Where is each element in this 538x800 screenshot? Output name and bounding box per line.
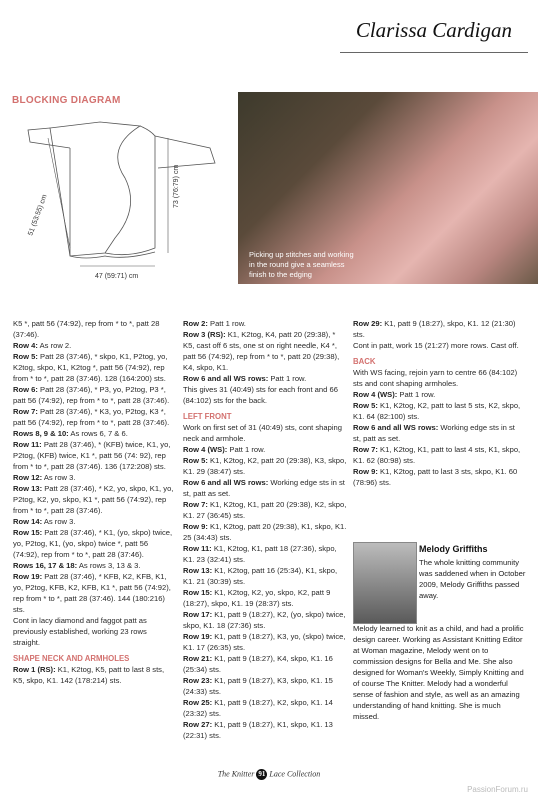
row-label: Row 9:: [183, 522, 208, 531]
row-label: Row 5:: [13, 352, 38, 361]
row-text: Work on first set of 31 (40:49) sts, cont shaping neck and armhole.: [183, 423, 342, 443]
pattern-row: [183, 565, 348, 587]
row-text: K1, patt 9 (18:27), K4, skpo, K1. 16 (25:34) sts.: [183, 654, 333, 674]
pattern-row: [353, 466, 525, 488]
row-text: Patt 28 (37:46), * KFB, K2, KFB, K1, yo, P2tog, KFB, K2, KFB, K1 *, patt 56 (74:92), rep from * to *, patt 28 (37:46). 144 (180:216) sts.: [13, 572, 171, 614]
row-label: Row 29:: [353, 319, 383, 328]
row-label: Row 25:: [183, 698, 213, 707]
photo-caption: Picking up stitches and working in the round give a seamless finish to the edging: [249, 250, 354, 279]
row-text: Patt 28 (37:46), * skpo, K1, P2tog, yo, K2tog, skpo, K1, K2tog *, patt 56 (74:92), rep from * to *, patt 28 (37:46). 128 (164:200) sts.: [13, 352, 168, 383]
row-label: Row 19:: [183, 632, 213, 641]
row-label: Row 11:: [13, 440, 42, 449]
row-text: Patt 1 row.: [268, 374, 307, 383]
page-number: 91: [258, 770, 266, 778]
pattern-row: [183, 697, 348, 719]
shape-heading: SHAPE NECK AND ARMHOLES: [13, 654, 130, 663]
row-label: Row 7:: [13, 407, 38, 416]
pattern-row: [353, 340, 525, 351]
left-front-heading: LEFT FRONT: [183, 412, 232, 421]
row-label: Row 12:: [13, 473, 43, 482]
row-label: Rows 8, 9 & 10:: [13, 429, 69, 438]
bio-text-full: Melody learned to knit as a child, and had a prolific design career. Working as Assistant Knitting Editor at Woman magazine, Melody went on to commission designs for Bella and Me. She also designed for Woman's Weekly, Simply Knitting and of course The Knitter. Melody had a wonderful sense of fashion and style, as well as an amazing understanding of hand knitting. She is much missed.: [353, 624, 524, 721]
row-label: Row 4 (WS):: [353, 390, 398, 399]
pattern-row: [353, 389, 525, 400]
row-text: K1, patt 9 (18:27), K3, skpo, K1. 15 (24:33) sts.: [183, 676, 333, 696]
row-label: Row 6:: [13, 385, 38, 394]
row-text: Cont in patt, work 15 (21:27) more rows. Cast off.: [353, 341, 519, 350]
footer-collection: Lace Collection: [269, 769, 321, 779]
row-text: K1, K2tog, K1, patt 20 (29:38), K2, skpo, K1. 27 (36:45) sts.: [183, 500, 347, 520]
pattern-row: [353, 318, 525, 340]
row-text: K1, K2tog, K1, patt to last 4 sts, K1, skpo, K1. 62 (80:98) sts.: [353, 445, 521, 465]
page-title: Clarissa Cardigan: [355, 18, 512, 42]
row-text: K1, K2tog, K2, patt to last 5 sts, K2, skpo, K1. 64 (82:100) sts.: [353, 401, 521, 421]
pattern-row: [183, 444, 348, 455]
row-label: Row 21:: [183, 654, 213, 663]
row-text: Patt 28 (37:46), * K2, yo, skpo, K1, yo, P2tog, K2, yo, skpo, K1 *, patt 56 (74:92), rep from * to *, patt 28 (37:46).: [13, 484, 174, 515]
watermark: PassionForum.ru: [467, 785, 528, 794]
footer-magazine: The Knitter: [217, 769, 255, 779]
row-label: Row 19:: [13, 572, 43, 581]
pattern-row: [13, 560, 175, 571]
row-label: Row 6 and all WS rows:: [183, 478, 269, 487]
column-1: [13, 318, 175, 686]
pattern-row: [13, 406, 175, 428]
row-label: Row 7:: [183, 500, 208, 509]
back-heading: BACK: [353, 357, 376, 366]
pattern-row: [13, 428, 175, 439]
row-text: Patt 1 row.: [207, 319, 246, 328]
bio-name: Melody Griffiths: [419, 544, 488, 554]
row-label: Row 15:: [183, 588, 213, 597]
pattern-row: [183, 675, 348, 697]
row-text: K1, K2tog, K2, yo, skpo, K2, patt 9 (18:27), skpo, K1. 19 (28:37) sts.: [183, 588, 331, 608]
row-label: Row 27:: [183, 720, 213, 729]
row-text: Patt 1 row.: [397, 390, 436, 399]
pattern-row: [183, 499, 348, 521]
row-label: Row 6 and all WS rows:: [353, 423, 439, 432]
row-text: K5 *, patt 56 (74:92), rep from * to *, patt 28 (37:46).: [13, 319, 160, 339]
pattern-row: [13, 483, 175, 516]
author-photo: [353, 542, 417, 624]
column-2: [183, 318, 348, 741]
row-label: Row 13:: [13, 484, 43, 493]
dim-height: 73 (76:79) cm: [173, 164, 180, 208]
garment-photo: [238, 92, 538, 284]
row-text: K1, K2tog, K4, patt 20 (29:38), * K5, cast off 6 sts, one st on right needle, K4 *, patt 56 (74:92), rep from * to *, patt 20 (29:38), K4, skpo, K1.: [183, 330, 340, 372]
pattern-row: [183, 543, 348, 565]
row-text: K1, patt 9 (18:27), K2, (yo, skpo) twice, skpo, K1. 18 (27:36) sts.: [183, 610, 346, 630]
pattern-row: [183, 318, 348, 329]
page-footer: [0, 769, 538, 780]
row-label: Row 15:: [13, 528, 43, 537]
row-text: With WS facing, rejoin yarn to centre 66 (84:102) sts and cont shaping armholes.: [353, 368, 518, 388]
row-text: Patt 28 (37:46), * P3, yo, P2tog, P3 *, patt 56 (74:92), rep from * to *, patt 28 (37:46).: [13, 385, 170, 405]
pattern-row: [183, 373, 348, 384]
row-text: K1, K2tog, K2, patt 20 (29:38), K3, skpo, K1. 29 (38:47) sts.: [183, 456, 347, 476]
pattern-row: [13, 351, 175, 384]
row-text: K1, K2tog, K5, patt to last 8 sts, K5, skpo, K1. 142 (178:214) sts.: [13, 665, 165, 685]
pattern-row: [13, 527, 175, 560]
row-text: As rows 3, 13 & 3.: [77, 561, 141, 570]
pattern-row: [13, 516, 175, 527]
row-text: As rows 6, 7 & 6.: [68, 429, 128, 438]
pattern-row: [183, 477, 348, 499]
pattern-row: [13, 615, 175, 648]
row-text: K1, K2tog, patt to last 3 sts, skpo, K1. 60 (78:96) sts.: [353, 467, 518, 487]
row-label: Row 9:: [353, 467, 378, 476]
row-label: Row 6 and all WS rows:: [183, 374, 269, 383]
row-text: Patt 28 (37:46), * K1, (yo, skpo) twice, yo, P2tog, K1, (yo, skpo) twice *, patt 56 (74:92), rep from * to *, patt 28 (37:46).: [13, 528, 173, 559]
row-text: K1, K2tog, patt 20 (29:38), K1, skpo, K1. 25 (34:43) sts.: [183, 522, 347, 542]
pattern-row: [183, 609, 348, 631]
pattern-row: [13, 439, 175, 472]
pattern-row: [13, 571, 175, 615]
pattern-row: [183, 455, 348, 477]
row-text: K1, patt 9 (18:27), K1, skpo, K1. 13 (22:31) sts.: [183, 720, 333, 740]
row-label: Row 5:: [183, 456, 208, 465]
blocking-heading: BLOCKING DIAGRAM: [12, 95, 121, 106]
row-text: Patt 1 row.: [227, 445, 266, 454]
row-text: As row 3.: [42, 473, 76, 482]
row-label: Row 13:: [183, 566, 213, 575]
row-label: Rows 16, 17 & 18:: [13, 561, 78, 570]
pattern-row: [183, 521, 348, 543]
pattern-row: [183, 587, 348, 609]
row-label: Row 7:: [353, 445, 378, 454]
row-label: Row 2:: [183, 319, 208, 328]
row-text: K1, patt 9 (18:27), K2, skpo, K1. 14 (23:32) sts.: [183, 698, 333, 718]
bio-text-side: The whole knitting community was saddened when in October 2009, Melody Griffiths passed away.: [419, 558, 526, 600]
title-rule: [340, 52, 528, 53]
pattern-row: [183, 329, 348, 373]
pattern-row: [13, 318, 175, 340]
row-label: Row 3 (RS):: [183, 330, 226, 339]
row-text: K1, K2tog, K1, patt 18 (27:36), skpo, K1. 23 (32:41) sts.: [183, 544, 337, 564]
row-label: Row 1 (RS):: [13, 665, 56, 674]
pattern-row: [13, 472, 175, 483]
row-label: Row 4 (WS):: [183, 445, 228, 454]
dim-diag: 51 (53:55) cm: [27, 193, 49, 237]
row-label: Row 11:: [183, 544, 212, 553]
row-text: Working edge sts in st st, patt as set.: [353, 423, 515, 443]
row-label: Row 4:: [13, 341, 38, 350]
blocking-diagram: [10, 108, 235, 288]
pattern-row: [183, 653, 348, 675]
pattern-row: [13, 384, 175, 406]
row-text: As row 3.: [42, 517, 76, 526]
pattern-row: [353, 400, 525, 422]
row-text: Cont in lacy diamond and faggot patt as previously established, working 23 rows straight.: [13, 616, 147, 647]
row-text: K1, patt 9 (18:27), K3, yo, (skpo) twice, K1. 17 (26:35) sts.: [183, 632, 346, 652]
pattern-row: [353, 444, 525, 466]
row-text: As row 2.: [37, 341, 72, 350]
row-text: This gives 31 (40:49) sts for each front and 66 (84:102) sts for the back.: [183, 385, 338, 405]
row-text: Patt 28 (37:46), * K3, yo, P2tog, K3 *, patt 56 (74:92), rep from * to *, patt 28 (37:46).: [13, 407, 170, 427]
row-label: Row 23:: [183, 676, 213, 685]
pattern-row: [183, 631, 348, 653]
row-label: Row 5:: [353, 401, 378, 410]
row-text: K1, patt 9 (18:27), skpo, K1. 12 (21:30) sts.: [353, 319, 516, 339]
pattern-row: [183, 422, 348, 444]
pattern-row: [353, 367, 525, 389]
pattern-row: [183, 719, 348, 741]
row-label: Row 14:: [13, 517, 43, 526]
row-text: Patt 28 (37:46), * (KFB) twice, K1, yo, P2tog, (KFB) twice, K1 *, patt 56 (74: 92), rep from * to *, patt 28 (37:46). 136 (172:208) sts.: [13, 440, 171, 471]
dim-width: 47 (59:71) cm: [95, 273, 139, 280]
row-text: K1, K2tog, patt 16 (25:34), K1, skpo, K1. 21 (30:39) sts.: [183, 566, 338, 586]
bio-box: [353, 542, 528, 762]
pattern-row: [13, 664, 175, 686]
row-label: Row 17:: [183, 610, 213, 619]
row-text: Working edge sts in st st, patt as set.: [183, 478, 345, 498]
pattern-row: [183, 384, 348, 406]
pattern-row: [353, 422, 525, 444]
pattern-row: [13, 340, 175, 351]
column-3: [353, 318, 525, 488]
